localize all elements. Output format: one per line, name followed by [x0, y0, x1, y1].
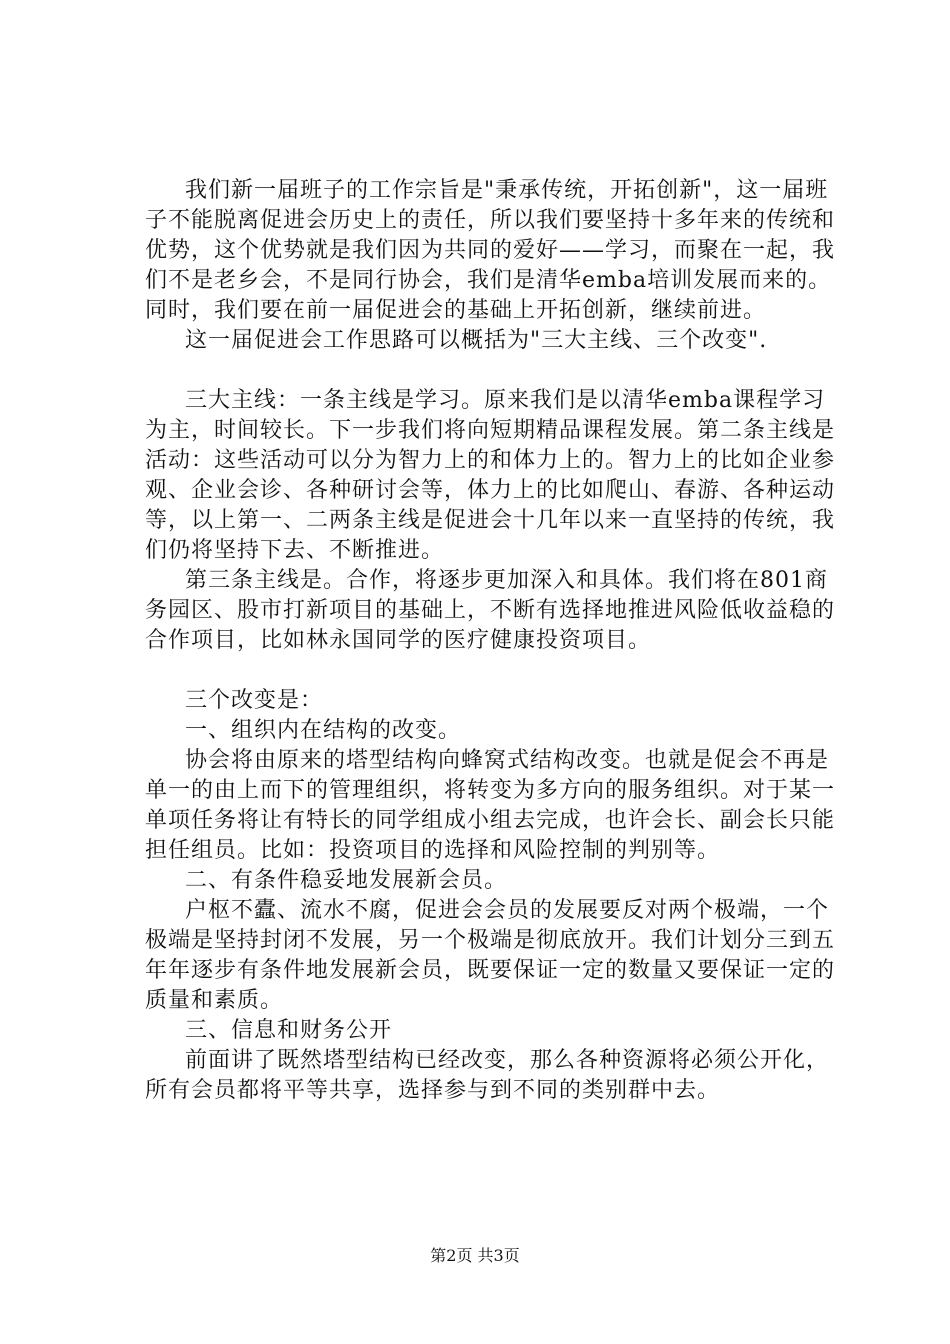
page-number-label: 第2页 共3页 — [430, 1246, 520, 1265]
paragraph-change-two-heading: 二、有条件稳妥地发展新会员。 — [185, 868, 508, 893]
paragraph-gap — [145, 356, 835, 386]
paragraph-three-changes-heading: 三个改变是： — [185, 688, 324, 713]
paragraph-third-mainline: 第三条主线是。合作，将逐步更加深入和具体。我们将在801商务园区、股市打新项目的基础上，不断有选择地推进风险低收益稳的合作项目，比如林永国同学的医疗健康投资项目。 — [145, 568, 836, 653]
paragraph-three-mainlines: 三大主线：一条主线是学习。原来我们是以清华emba课程学习为主，时间较长。下一步我们将向短期精品课程发展。第二条主线是活动：这些活动可以分为智力上的和体力上的。智力上的比如企业参观、企业会诊、各种研讨会等，体力上的比如爬山、春游、各种运动等，以上第一、二两条主线是促进会十几年以来一直坚持的传统，我们仍将坚持下去、不断推进。 — [145, 388, 836, 563]
paragraph-change-three-body: 前面讲了既然塔型结构已经改变，那么各种资源将必须公开化，所有会员都将平等共享，选择参与到不同的类别群中去。 — [145, 1048, 830, 1103]
document-body — [145, 176, 835, 1106]
paragraph-purpose: 我们新一届班子的工作宗旨是"秉承传统，开拓创新"，这一届班子不能脱离促进会历史上的责任，所以我们要坚持十多年来的传统和优势，这个优势就是我们因为共同的爱好——学习，而聚在一起，我们不是老乡会，不是同行协会，我们是清华emba培训发展而来的。同时，我们要在前一届促进会的基础上开拓创新，继续前进。 — [145, 178, 836, 323]
paragraph-change-two-body: 户枢不蠹、流水不腐，促进会会员的发展要反对两个极端，一个极端是坚持封闭不发展，另一个极端是彻底放开。我们计划分三到五年年逐步有条件地发展新会员，既要保证一定的数量又要保证一定的质量和素质。 — [145, 898, 836, 1013]
paragraph-gap — [145, 656, 835, 686]
paragraph-approach: 这一届促进会工作思路可以概括为"三大主线、三个改变". — [185, 328, 768, 353]
paragraph-change-three-heading: 三、信息和财务公开 — [185, 1018, 393, 1043]
page-footer — [0, 1246, 950, 1266]
paragraph-change-one-heading: 一、组织内在结构的改变。 — [185, 718, 462, 743]
paragraph-change-one-body: 协会将由原来的塔型结构向蜂窝式结构改变。也就是促会不再是单一的由上而下的管理组织，将转变为多方向的服务组织。对于某一单项任务将让有特长的同学组成小组去完成，也许会长、副会长只能担任组员。比如：投资项目的选择和风险控制的判别等。 — [145, 748, 836, 863]
